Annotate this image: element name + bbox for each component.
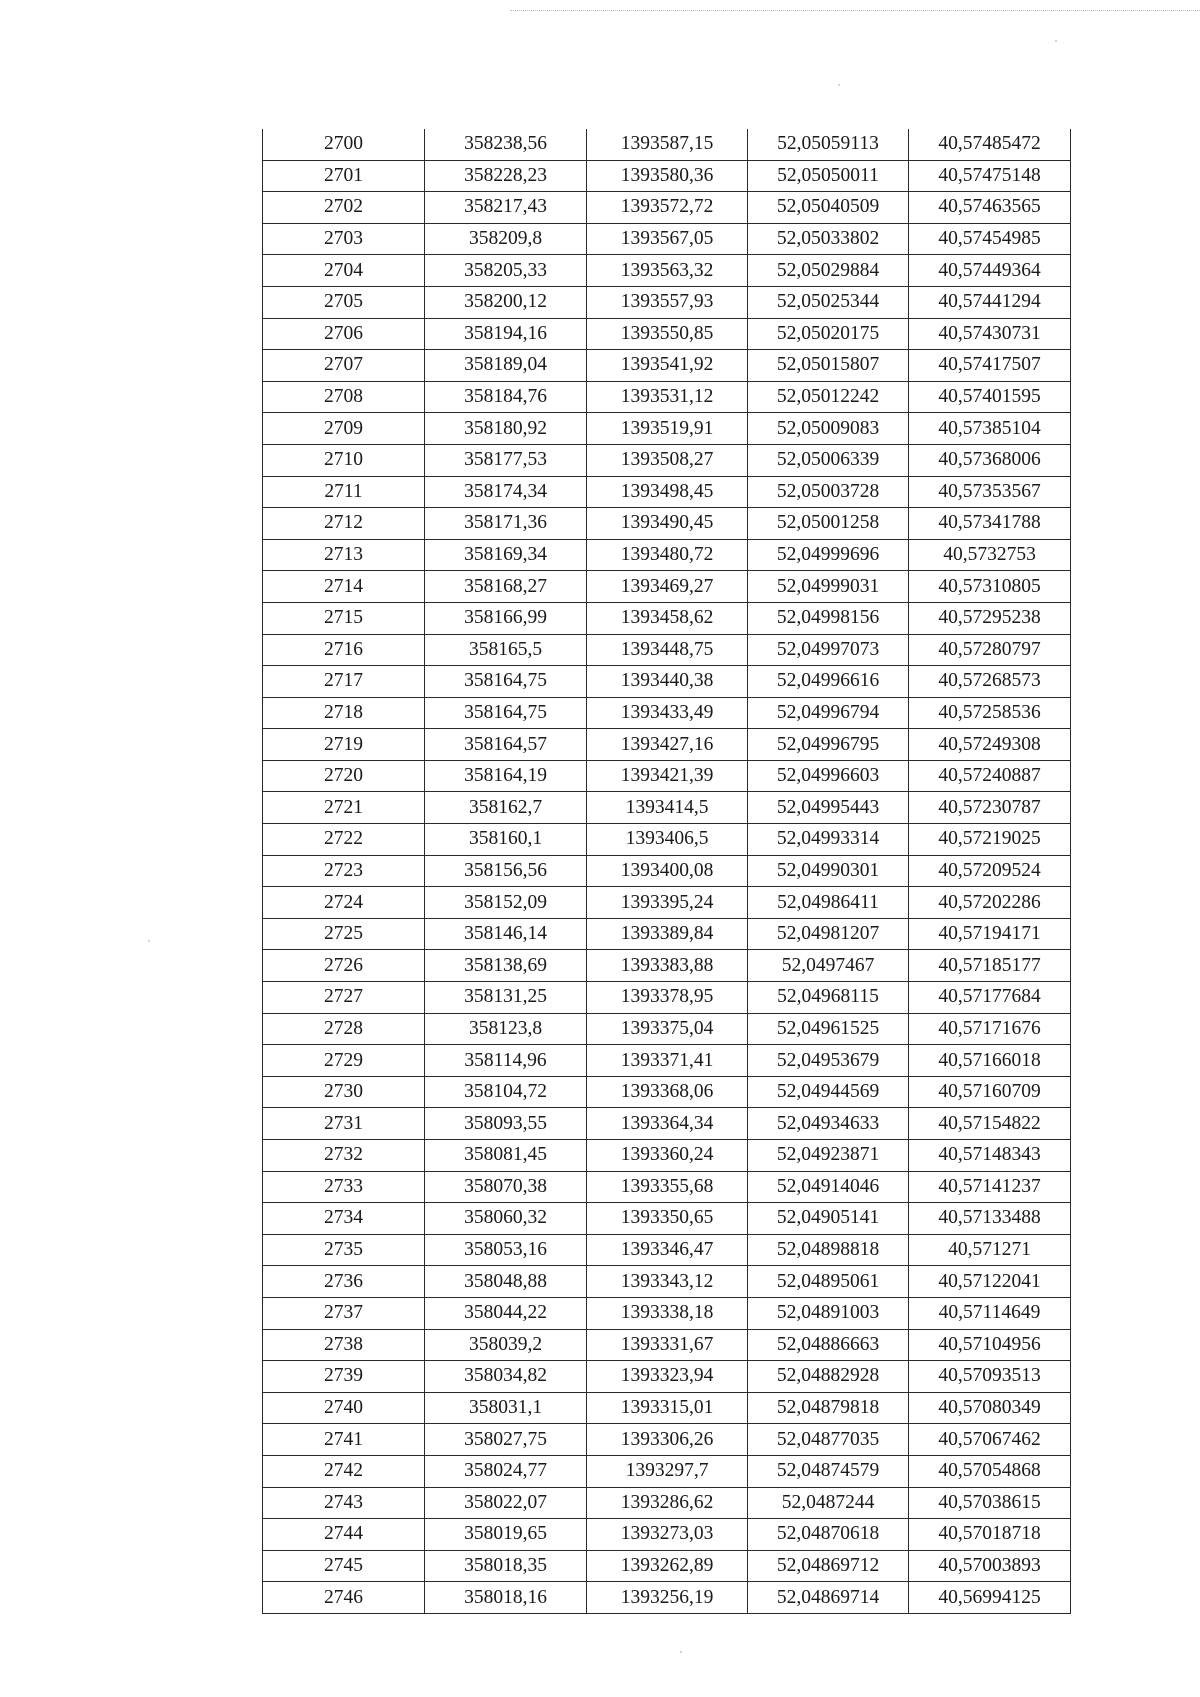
longitude-cell: 40,57133488 (909, 1203, 1071, 1235)
longitude-cell: 40,5732753 (909, 539, 1071, 571)
latitude-cell: 52,05009083 (748, 413, 909, 445)
latitude-cell: 52,04934633 (748, 1108, 909, 1140)
latitude-cell: 52,04953679 (748, 1045, 909, 1077)
table-row (263, 1076, 1071, 1108)
point-number-cell: 2728 (263, 1013, 425, 1045)
table-row (263, 1140, 1071, 1172)
x-coordinate-cell: 358184,76 (425, 381, 587, 413)
latitude-cell: 52,04996616 (748, 666, 909, 698)
latitude-cell: 52,04961525 (748, 1013, 909, 1045)
latitude-cell: 52,04891003 (748, 1297, 909, 1329)
x-coordinate-cell: 358070,38 (425, 1171, 587, 1203)
x-coordinate-cell: 358156,56 (425, 855, 587, 887)
latitude-cell: 52,04995443 (748, 792, 909, 824)
longitude-cell: 40,57177684 (909, 982, 1071, 1014)
table-row (263, 381, 1071, 413)
table-row (263, 666, 1071, 698)
table-row (263, 508, 1071, 540)
longitude-cell: 40,57258536 (909, 697, 1071, 729)
x-coordinate-cell: 358168,27 (425, 571, 587, 603)
x-coordinate-cell: 358160,1 (425, 824, 587, 856)
latitude-cell: 52,04968115 (748, 982, 909, 1014)
x-coordinate-cell: 358034,82 (425, 1361, 587, 1393)
table-row (263, 1297, 1071, 1329)
x-coordinate-cell: 358164,75 (425, 666, 587, 698)
x-coordinate-cell: 358238,56 (425, 129, 587, 160)
x-coordinate-cell: 358177,53 (425, 444, 587, 476)
x-coordinate-cell: 358123,8 (425, 1013, 587, 1045)
latitude-cell: 52,05040509 (748, 192, 909, 224)
table-row (263, 1203, 1071, 1235)
latitude-cell: 52,0487244 (748, 1487, 909, 1519)
x-coordinate-cell: 358169,34 (425, 539, 587, 571)
longitude-cell: 40,57018718 (909, 1519, 1071, 1551)
scan-speck (148, 940, 150, 942)
x-coordinate-cell: 358174,34 (425, 476, 587, 508)
x-coordinate-cell: 358194,16 (425, 318, 587, 350)
x-coordinate-cell: 358018,35 (425, 1550, 587, 1582)
coordinates-table (262, 129, 1071, 1614)
point-number-cell: 2704 (263, 255, 425, 287)
table-row (263, 476, 1071, 508)
y-coordinate-cell: 1393378,95 (587, 982, 748, 1014)
x-coordinate-cell: 358138,69 (425, 950, 587, 982)
latitude-cell: 52,05001258 (748, 508, 909, 540)
point-number-cell: 2737 (263, 1297, 425, 1329)
x-coordinate-cell: 358044,22 (425, 1297, 587, 1329)
latitude-cell: 52,04998156 (748, 602, 909, 634)
table-row (263, 760, 1071, 792)
x-coordinate-cell: 358205,33 (425, 255, 587, 287)
longitude-cell: 40,57341788 (909, 508, 1071, 540)
point-number-cell: 2732 (263, 1140, 425, 1172)
table-row (263, 1045, 1071, 1077)
latitude-cell: 52,05015807 (748, 350, 909, 382)
x-coordinate-cell: 358114,96 (425, 1045, 587, 1077)
table-row (263, 413, 1071, 445)
table-row (263, 887, 1071, 919)
latitude-cell: 52,04898818 (748, 1234, 909, 1266)
y-coordinate-cell: 1393371,41 (587, 1045, 748, 1077)
y-coordinate-cell: 1393273,03 (587, 1519, 748, 1551)
point-number-cell: 2716 (263, 634, 425, 666)
y-coordinate-cell: 1393557,93 (587, 286, 748, 318)
longitude-cell: 40,57240887 (909, 760, 1071, 792)
longitude-cell: 40,57280797 (909, 634, 1071, 666)
longitude-cell: 40,57209524 (909, 855, 1071, 887)
point-number-cell: 2700 (263, 129, 425, 160)
longitude-cell: 40,57295238 (909, 602, 1071, 634)
table-row (263, 1392, 1071, 1424)
longitude-cell: 40,57003893 (909, 1550, 1071, 1582)
latitude-cell: 52,04874579 (748, 1455, 909, 1487)
point-number-cell: 2713 (263, 539, 425, 571)
x-coordinate-cell: 358060,32 (425, 1203, 587, 1235)
y-coordinate-cell: 1393433,49 (587, 697, 748, 729)
latitude-cell: 52,05029884 (748, 255, 909, 287)
longitude-cell: 40,57454985 (909, 223, 1071, 255)
point-number-cell: 2740 (263, 1392, 425, 1424)
table-row (263, 982, 1071, 1014)
table-row (263, 634, 1071, 666)
table-row (263, 1582, 1071, 1614)
longitude-cell: 40,57054868 (909, 1455, 1071, 1487)
longitude-cell: 40,57148343 (909, 1140, 1071, 1172)
scan-speck (680, 1651, 682, 1653)
y-coordinate-cell: 1393350,65 (587, 1203, 748, 1235)
y-coordinate-cell: 1393469,27 (587, 571, 748, 603)
point-number-cell: 2744 (263, 1519, 425, 1551)
y-coordinate-cell: 1393383,88 (587, 950, 748, 982)
table-row (263, 539, 1071, 571)
longitude-cell: 40,57141237 (909, 1171, 1071, 1203)
y-coordinate-cell: 1393587,15 (587, 129, 748, 160)
y-coordinate-cell: 1393338,18 (587, 1297, 748, 1329)
table-row (263, 571, 1071, 603)
latitude-cell: 52,05033802 (748, 223, 909, 255)
x-coordinate-cell: 358152,09 (425, 887, 587, 919)
y-coordinate-cell: 1393331,67 (587, 1329, 748, 1361)
latitude-cell: 52,04895061 (748, 1266, 909, 1298)
scan-speck (1055, 40, 1057, 42)
table-row (263, 255, 1071, 287)
latitude-cell: 52,04997073 (748, 634, 909, 666)
latitude-cell: 52,05025344 (748, 286, 909, 318)
latitude-cell: 52,05020175 (748, 318, 909, 350)
longitude-cell: 40,56994125 (909, 1582, 1071, 1614)
x-coordinate-cell: 358039,2 (425, 1329, 587, 1361)
point-number-cell: 2731 (263, 1108, 425, 1140)
longitude-cell: 40,57202286 (909, 887, 1071, 919)
y-coordinate-cell: 1393343,12 (587, 1266, 748, 1298)
y-coordinate-cell: 1393315,01 (587, 1392, 748, 1424)
table-row (263, 602, 1071, 634)
longitude-cell: 40,57067462 (909, 1424, 1071, 1456)
longitude-cell: 40,57385104 (909, 413, 1071, 445)
latitude-cell: 52,05012242 (748, 381, 909, 413)
longitude-cell: 40,57401595 (909, 381, 1071, 413)
y-coordinate-cell: 1393550,85 (587, 318, 748, 350)
latitude-cell: 52,05050011 (748, 160, 909, 192)
point-number-cell: 2726 (263, 950, 425, 982)
point-number-cell: 2738 (263, 1329, 425, 1361)
point-number-cell: 2723 (263, 855, 425, 887)
point-number-cell: 2715 (263, 602, 425, 634)
table-row (263, 950, 1071, 982)
point-number-cell: 2718 (263, 697, 425, 729)
y-coordinate-cell: 1393414,5 (587, 792, 748, 824)
longitude-cell: 40,57449364 (909, 255, 1071, 287)
table-row (263, 1013, 1071, 1045)
y-coordinate-cell: 1393375,04 (587, 1013, 748, 1045)
x-coordinate-cell: 358081,45 (425, 1140, 587, 1172)
y-coordinate-cell: 1393306,26 (587, 1424, 748, 1456)
latitude-cell: 52,04990301 (748, 855, 909, 887)
x-coordinate-cell: 358048,88 (425, 1266, 587, 1298)
x-coordinate-cell: 358171,36 (425, 508, 587, 540)
y-coordinate-cell: 1393323,94 (587, 1361, 748, 1393)
x-coordinate-cell: 358018,16 (425, 1582, 587, 1614)
scan-speck (838, 84, 840, 86)
table-row (263, 1108, 1071, 1140)
table-row (263, 223, 1071, 255)
y-coordinate-cell: 1393355,68 (587, 1171, 748, 1203)
y-coordinate-cell: 1393440,38 (587, 666, 748, 698)
table-row (263, 1424, 1071, 1456)
longitude-cell: 40,57185177 (909, 950, 1071, 982)
longitude-cell: 40,57171676 (909, 1013, 1071, 1045)
latitude-cell: 52,04996603 (748, 760, 909, 792)
point-number-cell: 2730 (263, 1076, 425, 1108)
table-row (263, 1266, 1071, 1298)
x-coordinate-cell: 358053,16 (425, 1234, 587, 1266)
longitude-cell: 40,57268573 (909, 666, 1071, 698)
longitude-cell: 40,571271 (909, 1234, 1071, 1266)
x-coordinate-cell: 358093,55 (425, 1108, 587, 1140)
y-coordinate-cell: 1393563,32 (587, 255, 748, 287)
table-row (263, 318, 1071, 350)
x-coordinate-cell: 358164,19 (425, 760, 587, 792)
table-row (263, 1171, 1071, 1203)
latitude-cell: 52,05003728 (748, 476, 909, 508)
y-coordinate-cell: 1393286,62 (587, 1487, 748, 1519)
point-number-cell: 2745 (263, 1550, 425, 1582)
x-coordinate-cell: 358022,07 (425, 1487, 587, 1519)
latitude-cell: 52,04981207 (748, 918, 909, 950)
point-number-cell: 2741 (263, 1424, 425, 1456)
longitude-cell: 40,57194171 (909, 918, 1071, 950)
table-row (263, 918, 1071, 950)
latitude-cell: 52,04923871 (748, 1140, 909, 1172)
coordinates-table-body (263, 129, 1071, 1613)
x-coordinate-cell: 358165,5 (425, 634, 587, 666)
table-row (263, 1550, 1071, 1582)
point-number-cell: 2707 (263, 350, 425, 382)
longitude-cell: 40,57310805 (909, 571, 1071, 603)
longitude-cell: 40,57154822 (909, 1108, 1071, 1140)
point-number-cell: 2722 (263, 824, 425, 856)
point-number-cell: 2711 (263, 476, 425, 508)
x-coordinate-cell: 358031,1 (425, 1392, 587, 1424)
y-coordinate-cell: 1393368,06 (587, 1076, 748, 1108)
table-row (263, 1361, 1071, 1393)
point-number-cell: 2721 (263, 792, 425, 824)
table-row (263, 824, 1071, 856)
y-coordinate-cell: 1393346,47 (587, 1234, 748, 1266)
x-coordinate-cell: 358217,43 (425, 192, 587, 224)
latitude-cell: 52,04886663 (748, 1329, 909, 1361)
latitude-cell: 52,0497467 (748, 950, 909, 982)
y-coordinate-cell: 1393541,92 (587, 350, 748, 382)
point-number-cell: 2717 (263, 666, 425, 698)
point-number-cell: 2709 (263, 413, 425, 445)
longitude-cell: 40,57353567 (909, 476, 1071, 508)
longitude-cell: 40,57080349 (909, 1392, 1071, 1424)
x-coordinate-cell: 358164,57 (425, 729, 587, 761)
latitude-cell: 52,04993314 (748, 824, 909, 856)
table-row (263, 1455, 1071, 1487)
latitude-cell: 52,04905141 (748, 1203, 909, 1235)
table-row (263, 350, 1071, 382)
latitude-cell: 52,04869712 (748, 1550, 909, 1582)
longitude-cell: 40,57368006 (909, 444, 1071, 476)
table-row (263, 286, 1071, 318)
y-coordinate-cell: 1393519,91 (587, 413, 748, 445)
latitude-cell: 52,05006339 (748, 444, 909, 476)
point-number-cell: 2734 (263, 1203, 425, 1235)
table-row (263, 160, 1071, 192)
latitude-cell: 52,04944569 (748, 1076, 909, 1108)
longitude-cell: 40,57430731 (909, 318, 1071, 350)
x-coordinate-cell: 358024,77 (425, 1455, 587, 1487)
table-row (263, 1234, 1071, 1266)
y-coordinate-cell: 1393297,7 (587, 1455, 748, 1487)
longitude-cell: 40,57441294 (909, 286, 1071, 318)
table-row (263, 444, 1071, 476)
point-number-cell: 2739 (263, 1361, 425, 1393)
point-number-cell: 2746 (263, 1582, 425, 1614)
y-coordinate-cell: 1393262,89 (587, 1550, 748, 1582)
longitude-cell: 40,57104956 (909, 1329, 1071, 1361)
y-coordinate-cell: 1393572,72 (587, 192, 748, 224)
y-coordinate-cell: 1393498,45 (587, 476, 748, 508)
latitude-cell: 52,04996794 (748, 697, 909, 729)
y-coordinate-cell: 1393400,08 (587, 855, 748, 887)
x-coordinate-cell: 358027,75 (425, 1424, 587, 1456)
point-number-cell: 2729 (263, 1045, 425, 1077)
latitude-cell: 52,04986411 (748, 887, 909, 919)
table-row (263, 129, 1071, 160)
y-coordinate-cell: 1393256,19 (587, 1582, 748, 1614)
y-coordinate-cell: 1393490,45 (587, 508, 748, 540)
point-number-cell: 2736 (263, 1266, 425, 1298)
table-row (263, 1487, 1071, 1519)
x-coordinate-cell: 358131,25 (425, 982, 587, 1014)
table-row (263, 697, 1071, 729)
longitude-cell: 40,57463565 (909, 192, 1071, 224)
latitude-cell: 52,04877035 (748, 1424, 909, 1456)
y-coordinate-cell: 1393360,24 (587, 1140, 748, 1172)
table-row (263, 792, 1071, 824)
x-coordinate-cell: 358162,7 (425, 792, 587, 824)
latitude-cell: 52,04882928 (748, 1361, 909, 1393)
y-coordinate-cell: 1393458,62 (587, 602, 748, 634)
point-number-cell: 2708 (263, 381, 425, 413)
point-number-cell: 2706 (263, 318, 425, 350)
y-coordinate-cell: 1393427,16 (587, 729, 748, 761)
point-number-cell: 2710 (263, 444, 425, 476)
longitude-cell: 40,57417507 (909, 350, 1071, 382)
table-row (263, 1329, 1071, 1361)
y-coordinate-cell: 1393567,05 (587, 223, 748, 255)
latitude-cell: 52,04869714 (748, 1582, 909, 1614)
longitude-cell: 40,57093513 (909, 1361, 1071, 1393)
longitude-cell: 40,57219025 (909, 824, 1071, 856)
point-number-cell: 2702 (263, 192, 425, 224)
scan-artifact-line (510, 10, 1200, 11)
x-coordinate-cell: 358180,92 (425, 413, 587, 445)
point-number-cell: 2743 (263, 1487, 425, 1519)
y-coordinate-cell: 1393364,34 (587, 1108, 748, 1140)
point-number-cell: 2703 (263, 223, 425, 255)
point-number-cell: 2725 (263, 918, 425, 950)
y-coordinate-cell: 1393395,24 (587, 887, 748, 919)
longitude-cell: 40,57249308 (909, 729, 1071, 761)
longitude-cell: 40,57114649 (909, 1297, 1071, 1329)
point-number-cell: 2719 (263, 729, 425, 761)
y-coordinate-cell: 1393508,27 (587, 444, 748, 476)
latitude-cell: 52,04996795 (748, 729, 909, 761)
y-coordinate-cell: 1393389,84 (587, 918, 748, 950)
longitude-cell: 40,57038615 (909, 1487, 1071, 1519)
x-coordinate-cell: 358019,65 (425, 1519, 587, 1551)
table-row (263, 729, 1071, 761)
y-coordinate-cell: 1393480,72 (587, 539, 748, 571)
point-number-cell: 2733 (263, 1171, 425, 1203)
latitude-cell: 52,04914046 (748, 1171, 909, 1203)
x-coordinate-cell: 358209,8 (425, 223, 587, 255)
point-number-cell: 2705 (263, 286, 425, 318)
longitude-cell: 40,57475148 (909, 160, 1071, 192)
y-coordinate-cell: 1393580,36 (587, 160, 748, 192)
x-coordinate-cell: 358189,04 (425, 350, 587, 382)
point-number-cell: 2712 (263, 508, 425, 540)
latitude-cell: 52,04999696 (748, 539, 909, 571)
point-number-cell: 2742 (263, 1455, 425, 1487)
longitude-cell: 40,57230787 (909, 792, 1071, 824)
point-number-cell: 2720 (263, 760, 425, 792)
longitude-cell: 40,57122041 (909, 1266, 1071, 1298)
longitude-cell: 40,57166018 (909, 1045, 1071, 1077)
x-coordinate-cell: 358166,99 (425, 602, 587, 634)
point-number-cell: 2727 (263, 982, 425, 1014)
point-number-cell: 2701 (263, 160, 425, 192)
point-number-cell: 2724 (263, 887, 425, 919)
latitude-cell: 52,04879818 (748, 1392, 909, 1424)
latitude-cell: 52,04870618 (748, 1519, 909, 1551)
longitude-cell: 40,57160709 (909, 1076, 1071, 1108)
y-coordinate-cell: 1393448,75 (587, 634, 748, 666)
latitude-cell: 52,04999031 (748, 571, 909, 603)
table-row (263, 855, 1071, 887)
point-number-cell: 2714 (263, 571, 425, 603)
x-coordinate-cell: 358146,14 (425, 918, 587, 950)
point-number-cell: 2735 (263, 1234, 425, 1266)
x-coordinate-cell: 358104,72 (425, 1076, 587, 1108)
table-row (263, 192, 1071, 224)
x-coordinate-cell: 358200,12 (425, 286, 587, 318)
x-coordinate-cell: 358164,75 (425, 697, 587, 729)
latitude-cell: 52,05059113 (748, 129, 909, 160)
y-coordinate-cell: 1393406,5 (587, 824, 748, 856)
y-coordinate-cell: 1393531,12 (587, 381, 748, 413)
x-coordinate-cell: 358228,23 (425, 160, 587, 192)
longitude-cell: 40,57485472 (909, 129, 1071, 160)
y-coordinate-cell: 1393421,39 (587, 760, 748, 792)
table-row (263, 1519, 1071, 1551)
